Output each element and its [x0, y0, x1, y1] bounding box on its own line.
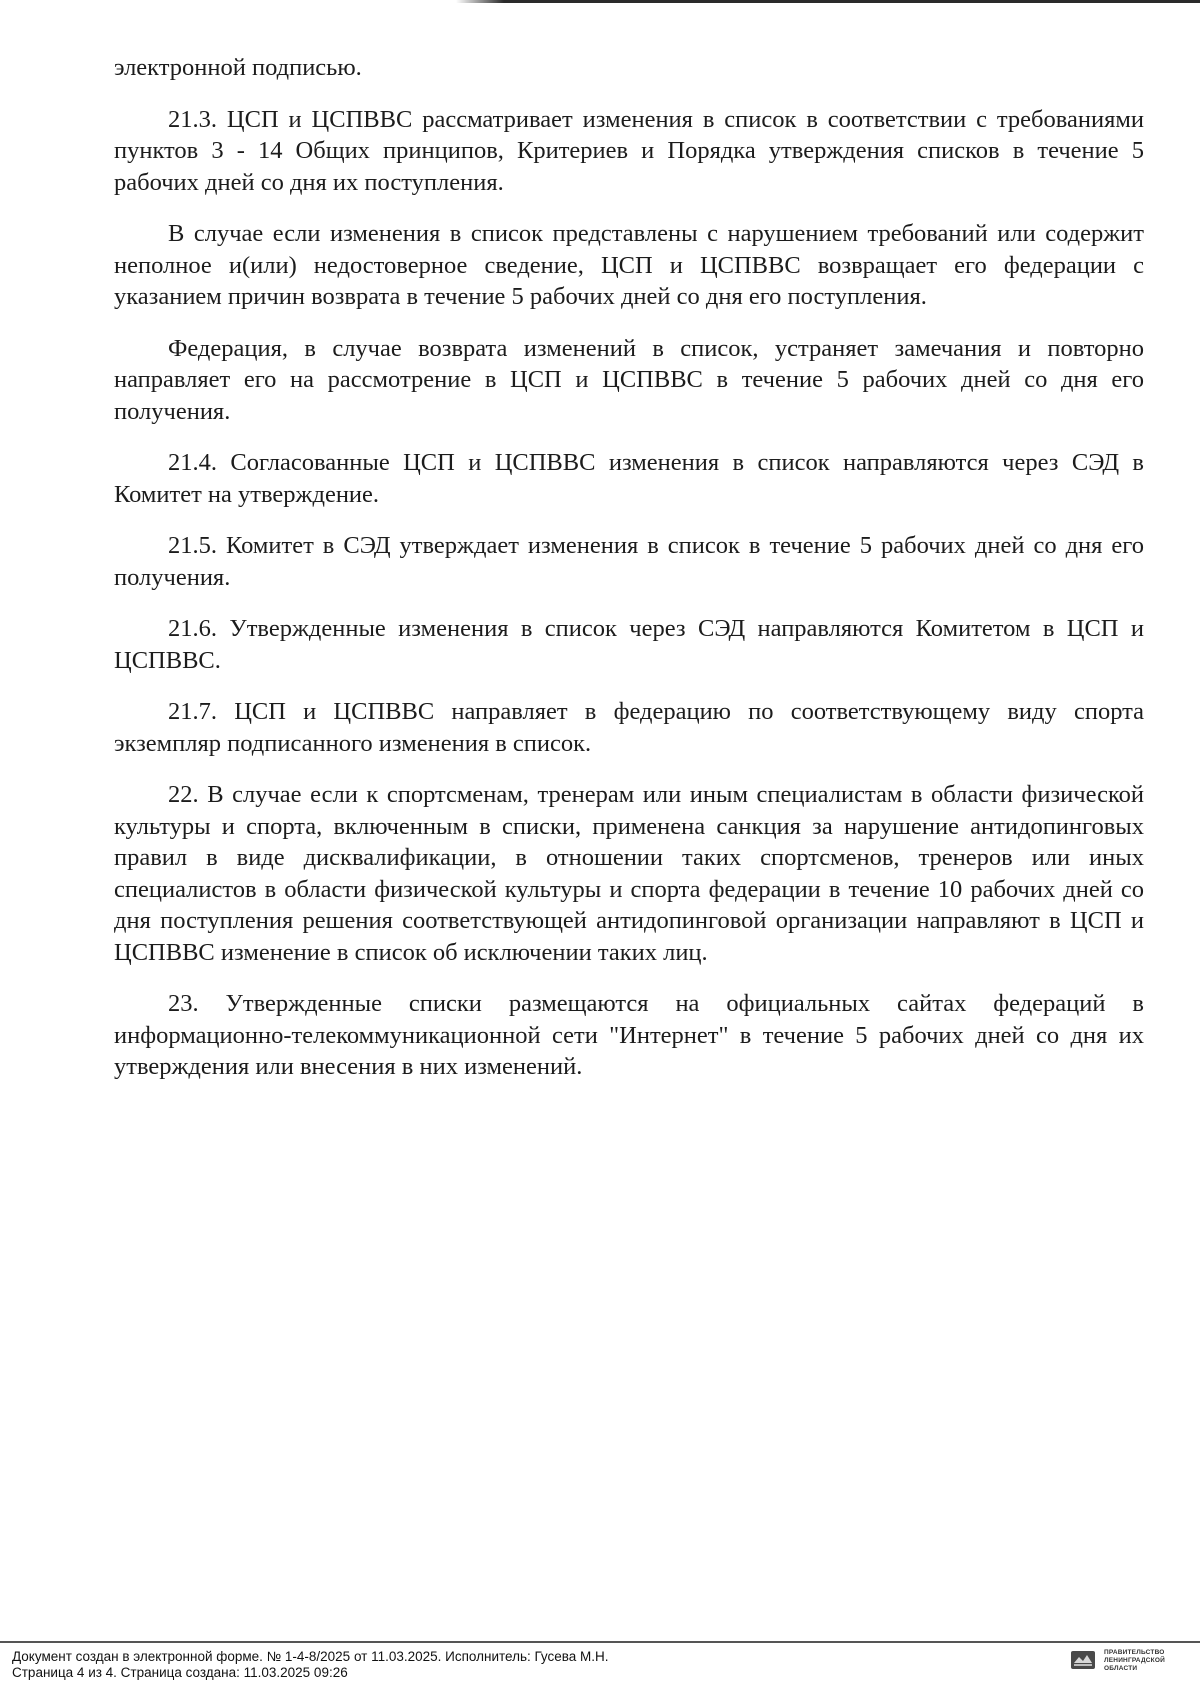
footer-document-info: Документ создан в электронной форме. № 1-4-8/2025 от 11.03.2025. Исполнитель: Гусева М.Н. [12, 1649, 609, 1664]
coat-of-arms-icon [1070, 1649, 1096, 1671]
logo-text [1104, 1649, 1165, 1673]
paragraph-federation-resubmit: Федерация, в случае возврата изменений в список, устраняет замечания и повторно направляет его на рассмотрение в ЦСП и ЦСПВВС в течение 5 рабочих дней со дня его получения. [114, 334, 1144, 425]
paragraph-21-5: 21.5. Комитет в СЭД утверждает изменения в список в течение 5 рабочих дней со дня его получения. [114, 532, 1144, 591]
logo-text-line: ПРАВИТЕЛЬСТВО [1104, 1649, 1165, 1656]
paragraph-21-4: 21.4. Согласованные ЦСП и ЦСПВВС изменения в список направляются через СЭД в Комитет на утверждение. [114, 449, 1144, 508]
paragraph-21-3: 21.3. ЦСП и ЦСПВВС рассматривает изменения в список в соответствии с требованиями пунктов 3 - 14 Общих принципов, Критериев и Порядка утверждения списков в течение 5 рабочих дней со дня их поступления. [114, 105, 1144, 196]
footer-divider [0, 1641, 1200, 1643]
paragraph-continuation: электронной подписью. [114, 54, 362, 81]
logo-text-line: ОБЛАСТИ [1104, 1665, 1138, 1672]
paragraph-23: 23. Утвержденные списки размещаются на официальных сайтах федераций в информационно-телекоммуникационной сети "Интернет" в течение 5 рабочих дней со дня их утверждения или внесения в них изменений. [114, 990, 1144, 1080]
document-body [114, 52, 1144, 1103]
footer-page-info: Страница 4 из 4. Страница создана: 11.03.2025 09:26 [12, 1665, 348, 1680]
top-border [0, 0, 1200, 3]
paragraph-return-case: В случае если изменения в список представлены с нарушением требований или содержит неполное и(или) недостоверное сведение, ЦСП и ЦСПВВС возвращает его федерации с указанием причин возврата в течение 5 рабочих дней со дня его поступления. [114, 220, 1144, 310]
paragraph-21-6: 21.6. Утвержденные изменения в список через СЭД направляются Комитетом в ЦСП и ЦСПВВС. [114, 615, 1144, 674]
footer-info [12, 1649, 609, 1681]
logo-text-line: ЛЕНИНГРАДСКОЙ [1104, 1657, 1165, 1664]
paragraph-21-7: 21.7. ЦСП и ЦСПВВС направляет в федерацию по соответствующему виду спорта экземпляр подписанного изменения в список. [114, 698, 1144, 757]
paragraph-22: 22. В случае если к спортсменам, тренерам или иным специалистам в области физической культуры и спорта, включенным в списки, применена санкция за нарушение антидопинговых правил в виде дисквалификации, в отношении таких спортсменов, тренеров или иных специалистов в области физической культуры и спорта федерации в течение 10 рабочих дней со дня поступления решения соответствующей антидопинговой организации направляют в ЦСП и ЦСПВВС изменение в список об исключении таких лиц. [114, 781, 1144, 966]
government-logo [1070, 1649, 1165, 1673]
